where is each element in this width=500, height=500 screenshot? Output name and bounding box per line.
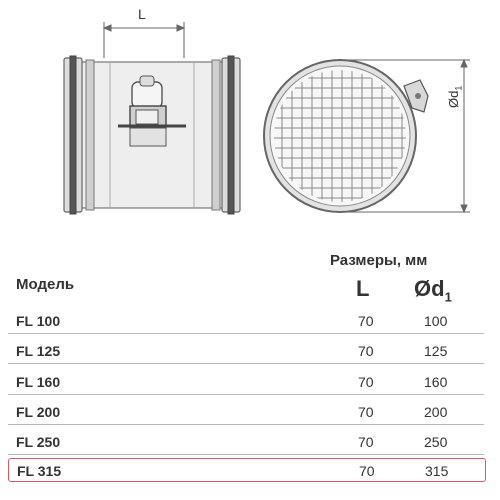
model-column-header: Модель [16, 276, 75, 293]
model-cell: FL 160 [16, 374, 61, 390]
model-cell: FL 250 [16, 434, 61, 450]
diameter-cell: 200 [424, 404, 448, 420]
diameter-symbol: Ød [446, 90, 461, 108]
dimensions-header: Размеры, мм [330, 252, 428, 269]
diameter-column-symbol: Ød [414, 276, 445, 301]
length-cell: 70 [358, 374, 374, 390]
table-row [8, 430, 484, 455]
length-cell: 70 [358, 343, 374, 359]
diameter-cell: 100 [424, 313, 448, 329]
length-cell: 70 [358, 404, 374, 420]
diameter-subscript: 1 [453, 85, 464, 91]
model-cell: FL 125 [16, 343, 61, 359]
damper-side-view [64, 56, 240, 214]
diameter-column-subscript: 1 [444, 289, 452, 305]
diameter-cell: 125 [424, 343, 448, 359]
length-column-header: L [356, 276, 370, 301]
diameter-cell: 250 [424, 434, 448, 450]
table-row [8, 339, 484, 364]
diameter-cell: 160 [424, 374, 448, 390]
length-cell: 70 [359, 463, 375, 479]
model-cell: FL 315 [17, 463, 62, 479]
diameter-column-header [414, 276, 452, 304]
model-cell: FL 200 [16, 404, 61, 420]
diameter-cell: 315 [425, 463, 449, 479]
damper-front-view [264, 60, 428, 212]
length-dimension-label: L [138, 6, 146, 22]
length-dimension-line [104, 22, 184, 58]
length-cell: 70 [358, 313, 374, 329]
diameter-dimension-label [446, 86, 464, 108]
length-cell: 70 [358, 434, 374, 450]
table-row-highlighted [8, 458, 486, 482]
table-row [8, 370, 484, 395]
table-row [8, 400, 484, 425]
table-row [8, 309, 484, 334]
model-cell: FL 100 [16, 313, 61, 329]
